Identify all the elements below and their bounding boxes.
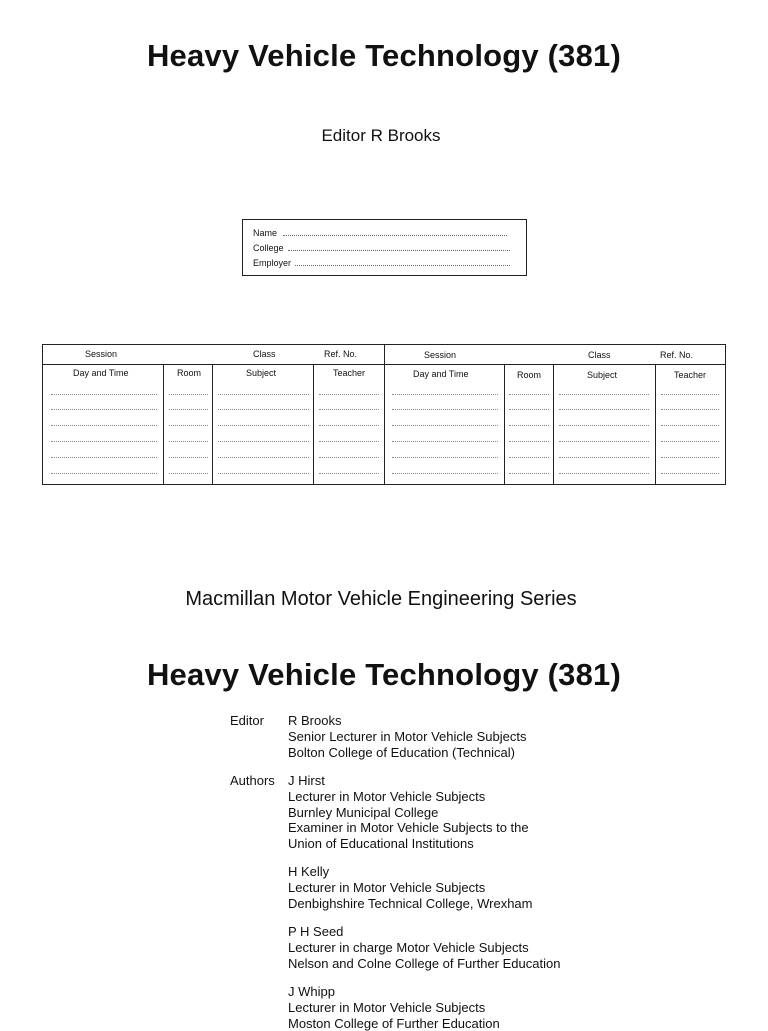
entry-dotted-line xyxy=(169,409,208,410)
entry-dotted-line xyxy=(509,441,549,442)
entry-dotted-line xyxy=(661,457,719,458)
author-position: Lecturer in Motor Vehicle Subjects xyxy=(288,789,486,804)
room-header: Room xyxy=(177,368,202,378)
employer-field[interactable] xyxy=(253,258,510,268)
class-label: Class xyxy=(588,350,611,360)
entry-dotted-line xyxy=(51,409,157,410)
page-title: Heavy Vehicle Technology (381) xyxy=(146,38,622,73)
entry-dotted-line xyxy=(218,409,309,410)
student-details-box xyxy=(242,219,527,276)
college-field[interactable] xyxy=(253,243,510,253)
entry-dotted-line xyxy=(169,473,208,474)
college-label: College xyxy=(253,243,284,253)
author-name: J Hirst xyxy=(288,773,325,788)
entry-dotted-line xyxy=(169,394,208,395)
entry-dotted-line xyxy=(218,394,309,395)
entry-dotted-line xyxy=(509,394,549,395)
entry-dotted-line xyxy=(218,457,309,458)
entry-dotted-line xyxy=(509,425,549,426)
author-institution: Burnley Municipal College xyxy=(288,805,439,820)
name-dotted-line xyxy=(283,228,507,236)
author-position: Lecturer in Motor Vehicle Subjects xyxy=(288,880,486,895)
editor-line: Editor R Brooks xyxy=(321,126,441,145)
entry-dotted-line xyxy=(392,409,498,410)
entry-dotted-line xyxy=(392,473,498,474)
entry-dotted-line xyxy=(559,409,649,410)
entry-dotted-line xyxy=(559,394,649,395)
editor-name: R Brooks xyxy=(288,713,342,728)
author-name: H Kelly xyxy=(288,864,330,879)
col-divider xyxy=(313,364,314,484)
entry-dotted-line xyxy=(661,425,719,426)
col-divider xyxy=(504,364,505,484)
subject-header: Subject xyxy=(587,370,618,380)
entry-dotted-line xyxy=(661,409,719,410)
ref-no-label: Ref. No. xyxy=(660,350,694,360)
employer-label: Employer xyxy=(253,258,292,268)
author-institution: Moston College of Further Education xyxy=(288,1016,500,1031)
entry-dotted-line xyxy=(392,457,498,458)
entry-dotted-line xyxy=(319,425,379,426)
entry-dotted-line xyxy=(169,457,208,458)
entry-dotted-line xyxy=(392,394,498,395)
author-note: Examiner in Motor Vehicle Subjects to the xyxy=(288,820,529,835)
entry-dotted-line xyxy=(392,425,498,426)
name-label: Name xyxy=(253,228,278,238)
room-header: Room xyxy=(517,370,542,380)
subject-header: Subject xyxy=(246,368,277,378)
author-name: J Whipp xyxy=(288,984,335,999)
entry-dotted-line xyxy=(319,457,379,458)
book-title: Heavy Vehicle Technology (381) xyxy=(146,657,622,692)
entry-dotted-line xyxy=(559,441,649,442)
entry-dotted-line xyxy=(661,394,719,395)
col-divider xyxy=(212,364,213,484)
entry-dotted-line xyxy=(51,473,157,474)
teacher-header: Teacher xyxy=(674,370,707,380)
entry-dotted-line xyxy=(661,473,719,474)
editor-label: Editor xyxy=(230,713,264,728)
entry-dotted-line xyxy=(319,394,379,395)
entry-dotted-line xyxy=(218,425,309,426)
entry-dotted-line xyxy=(218,473,309,474)
author-note: Union of Educational Institutions xyxy=(288,836,474,851)
author-position: Lecturer in Motor Vehicle Subjects xyxy=(288,1000,486,1015)
entry-dotted-line xyxy=(661,441,719,442)
entry-dotted-line xyxy=(319,409,379,410)
editor-position: Senior Lecturer in Motor Vehicle Subjects xyxy=(288,729,527,744)
day-time-header: Day and Time xyxy=(73,368,129,378)
entry-dotted-line xyxy=(51,441,157,442)
entry-dotted-line xyxy=(559,457,649,458)
editor-institution: Bolton College of Education (Technical) xyxy=(288,745,515,760)
ref-no-label: Ref. No. xyxy=(324,349,358,359)
timetable-grid xyxy=(42,344,726,485)
entry-dotted-line xyxy=(218,441,309,442)
entry-dotted-line xyxy=(319,441,379,442)
col-divider xyxy=(553,364,554,484)
name-field[interactable] xyxy=(253,228,507,238)
author-position: Lecturer in charge Motor Vehicle Subjects xyxy=(288,940,529,955)
entry-dotted-line xyxy=(392,441,498,442)
series-title: Macmillan Motor Vehicle Engineering Series xyxy=(185,588,577,610)
employer-dotted-line xyxy=(295,258,510,266)
entry-dotted-line xyxy=(509,473,549,474)
entry-dotted-line xyxy=(559,425,649,426)
col-divider xyxy=(163,364,164,484)
author-institution: Denbighshire Technical College, Wrexham xyxy=(288,896,533,911)
session-label: Session xyxy=(424,350,457,360)
class-label: Class xyxy=(253,349,276,359)
teacher-header: Teacher xyxy=(333,368,366,378)
entry-dotted-line xyxy=(169,441,208,442)
center-divider xyxy=(384,345,385,484)
day-time-header: Day and Time xyxy=(413,369,469,379)
college-dotted-line xyxy=(288,243,510,251)
col-divider xyxy=(655,364,656,484)
entry-dotted-line xyxy=(51,394,157,395)
author-institution: Nelson and Colne College of Further Education xyxy=(288,956,561,971)
author-name: P H Seed xyxy=(288,924,344,939)
entry-dotted-line xyxy=(51,425,157,426)
entry-dotted-line xyxy=(509,457,549,458)
entry-dotted-line xyxy=(559,473,649,474)
entry-dotted-line xyxy=(509,409,549,410)
entry-dotted-line xyxy=(169,425,208,426)
entry-dotted-line xyxy=(319,473,379,474)
session-label: Session xyxy=(85,349,118,359)
entry-dotted-line xyxy=(51,457,157,458)
authors-label: Authors xyxy=(230,773,275,788)
